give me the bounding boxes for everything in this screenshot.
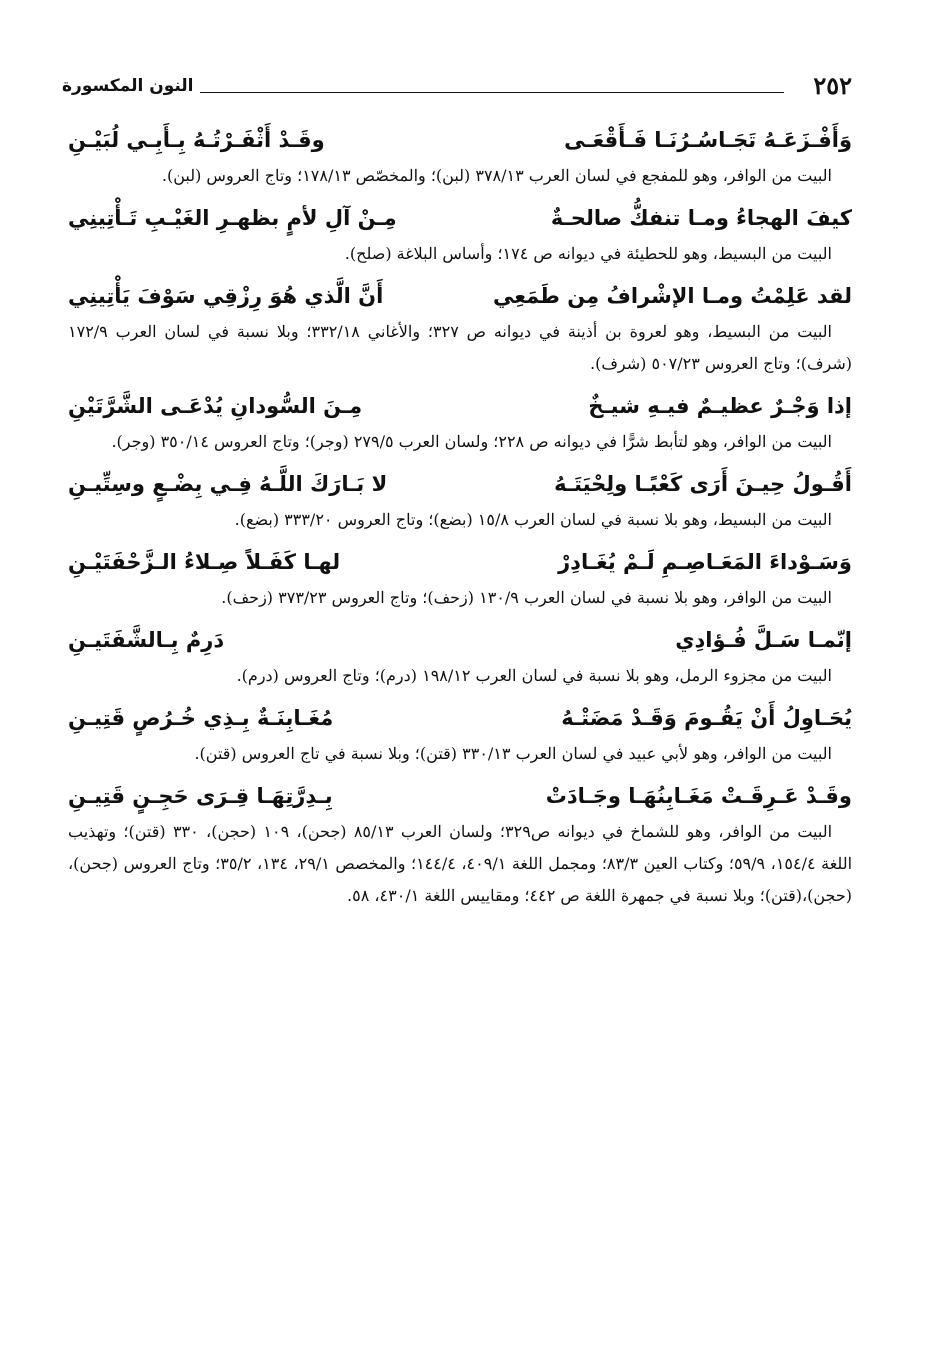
verse-first-hemistich: يُحَـاوِلُ أَنْ يَقُـومَ وَقَـدْ مَضَتْـهُ [561,706,852,730]
entry [68,698,852,770]
verse-second-hemistich: وقَـدْ أَثْفَـرْتُـهُ بِـأَبِـي لُبَيْـنِ [68,128,325,152]
verse-line [68,198,852,238]
verse-second-hemistich: مِـنَ السُّودانِ يُدْعَـى الشَّرَّتَيْنِ [68,394,363,418]
verse-line [68,620,852,660]
entry [68,464,852,536]
verse-note: البيت من البسيط، وهو بلا نسبة في لسان العرب ١٥/٨ (بضع)؛ وتاج العروس ٣٣٣/٢٠ (بضع). [234,510,832,529]
entry [68,776,852,912]
verse-line [68,464,852,504]
verse-second-hemistich: لهـا كَفَـلاً صِـلاءُ الـزَّحْفَتَيْـنِ [68,550,341,574]
page-content [68,120,852,918]
verse-first-hemistich: وَسَـوْداءَ المَعَـاصِـمِ لَـمْ يُغَـادِرْ [558,550,852,574]
verse-second-hemistich: مُغَـابِنَـةٌ بِـذِي خُـرُصٍ قَتِيـنِ [68,706,334,730]
verse-first-hemistich: وَأَفْـزَعَـهُ تَجَـاسُـرُنَـا فَـأَقْعَـى [564,128,852,152]
verse-first-hemistich: وقَـدْ عَـرِقَـتْ مَغَـابِنُهَـا وجَـادَتْ [545,784,852,808]
verse-first-hemistich: إذا وَجْـرٌ عظيـمٌ فيـهِ شيـخٌ [588,394,852,418]
verse-line [68,776,852,816]
entry [68,386,852,458]
entry [68,276,852,380]
verse-note: البيت من الوافر، وهو لتأبط شرًّا في ديوانه ص ٢٢٨؛ ولسان العرب ٢٧٩/٥ (وجر)؛ وتاج العروس ٣٥٠/١٤ (وجر). [111,432,832,451]
verse-first-hemistich: كيفَ الهجاءُ ومـا تنفكُّ صالحـةٌ [550,206,852,230]
verse-second-hemistich: أَنَّ الَّذي هُوَ رِزْقِي سَوْفَ يَأْتِينِي [68,284,384,308]
page-header [62,66,852,106]
verse-second-hemistich: لا بَـارَكَ اللَّـهُ فِـي بِضْـعٍ وسِتِّيـنِ [68,472,388,496]
verse-note: البيت من الوافر، وهو للمفجع في لسان العرب ٣٧٨/١٣ (لبن)؛ والمخصّص ١٧٨/١٣؛ وتاج العروس (لبن). [161,166,832,185]
entry [68,542,852,614]
verse-line [68,698,852,738]
verse-note: البيت من البسيط، وهو للحطيئة في ديوانه ص ١٧٤؛ وأساس البلاغة (صلح). [344,244,832,263]
verse-first-hemistich: لقد عَلِمْتُ ومـا الإشْرافُ مِن طَمَعِي [492,284,852,308]
verse-first-hemistich: أَقُـولُ حِيـنَ أَرَى كَعْبًـا ولِحْيَتَـهُ [554,472,852,496]
verse-line [68,386,852,426]
entry [68,120,852,192]
verse-second-hemistich: بِـدِرَّتِهَـا قِـرَى حَجِـنٍ قَتِيـنِ [68,784,333,808]
verse-line [68,120,852,160]
verse-first-hemistich: إنّمـا سَـلَّ فُـؤادِي [675,628,852,652]
entry [68,198,852,270]
page-number: ٢٥٢ [813,71,852,100]
verse-note: البيت من مجزوء الرمل، وهو بلا نسبة في لسان العرب ١٩٨/١٢ (درم)؛ وتاج العروس (درم). [236,666,832,685]
verse-note: البيت من البسيط، وهو لعروة بن أذينة في ديوانه ص ٣٢٧؛ والأغاني ٣٣٢/١٨؛ وبلا نسبة في لسان العرب ١٧٢/٩ (شرف)؛ وتاج العروس ٥٠٧/٢٣ (شرف). [68,322,852,373]
verse-note: البيت من الوافر، وهو بلا نسبة في لسان العرب ١٣٠/٩ (زحف)؛ وتاج العروس ٣٧٣/٢٣ (زحف). [221,588,832,607]
running-head: النون المكسورة [62,76,194,96]
verse-line [68,542,852,582]
verse-note: البيت من الوافر، وهو للشماخ في ديوانه ص٣٢٩؛ ولسان العرب ٨٥/١٣ (جحن)، ١٠٩ (حجن)، ٣٣٠ (قتن)؛ وتهذيب اللغة ١٥٤/٤، ٥٩/٩؛ وكتاب العين ٨٣/٣؛ ومجمل اللغة ٤٠٩/١، ١٤٤/٤؛ والمخصص ٢٩/١، ١٣٤، ٣٥/٢؛ وتاج العروس (جحن)،(حجن)،(قتن)؛ وبلا نسبة في جمهرة اللغة ص ٤٤٢؛ ومقاييس اللغة ٤٣٠/١، ٥٨. [68,822,853,905]
verse-second-hemistich: دَرِمٌ بِـالشَّفَتَيـنِ [68,628,225,652]
entry [68,620,852,692]
header-rule [200,92,784,93]
verse-line [68,276,852,316]
verse-note: البيت من الوافر، وهو لأبي عبيد في لسان العرب ٣٣٠/١٣ (قتن)؛ وبلا نسبة في تاج العروس (قتن). [194,744,832,763]
verse-second-hemistich: مِـنْ آلِ لأمٍ بظهـرِ الغَيْـبِ تَـأْتِينِي [68,206,397,230]
